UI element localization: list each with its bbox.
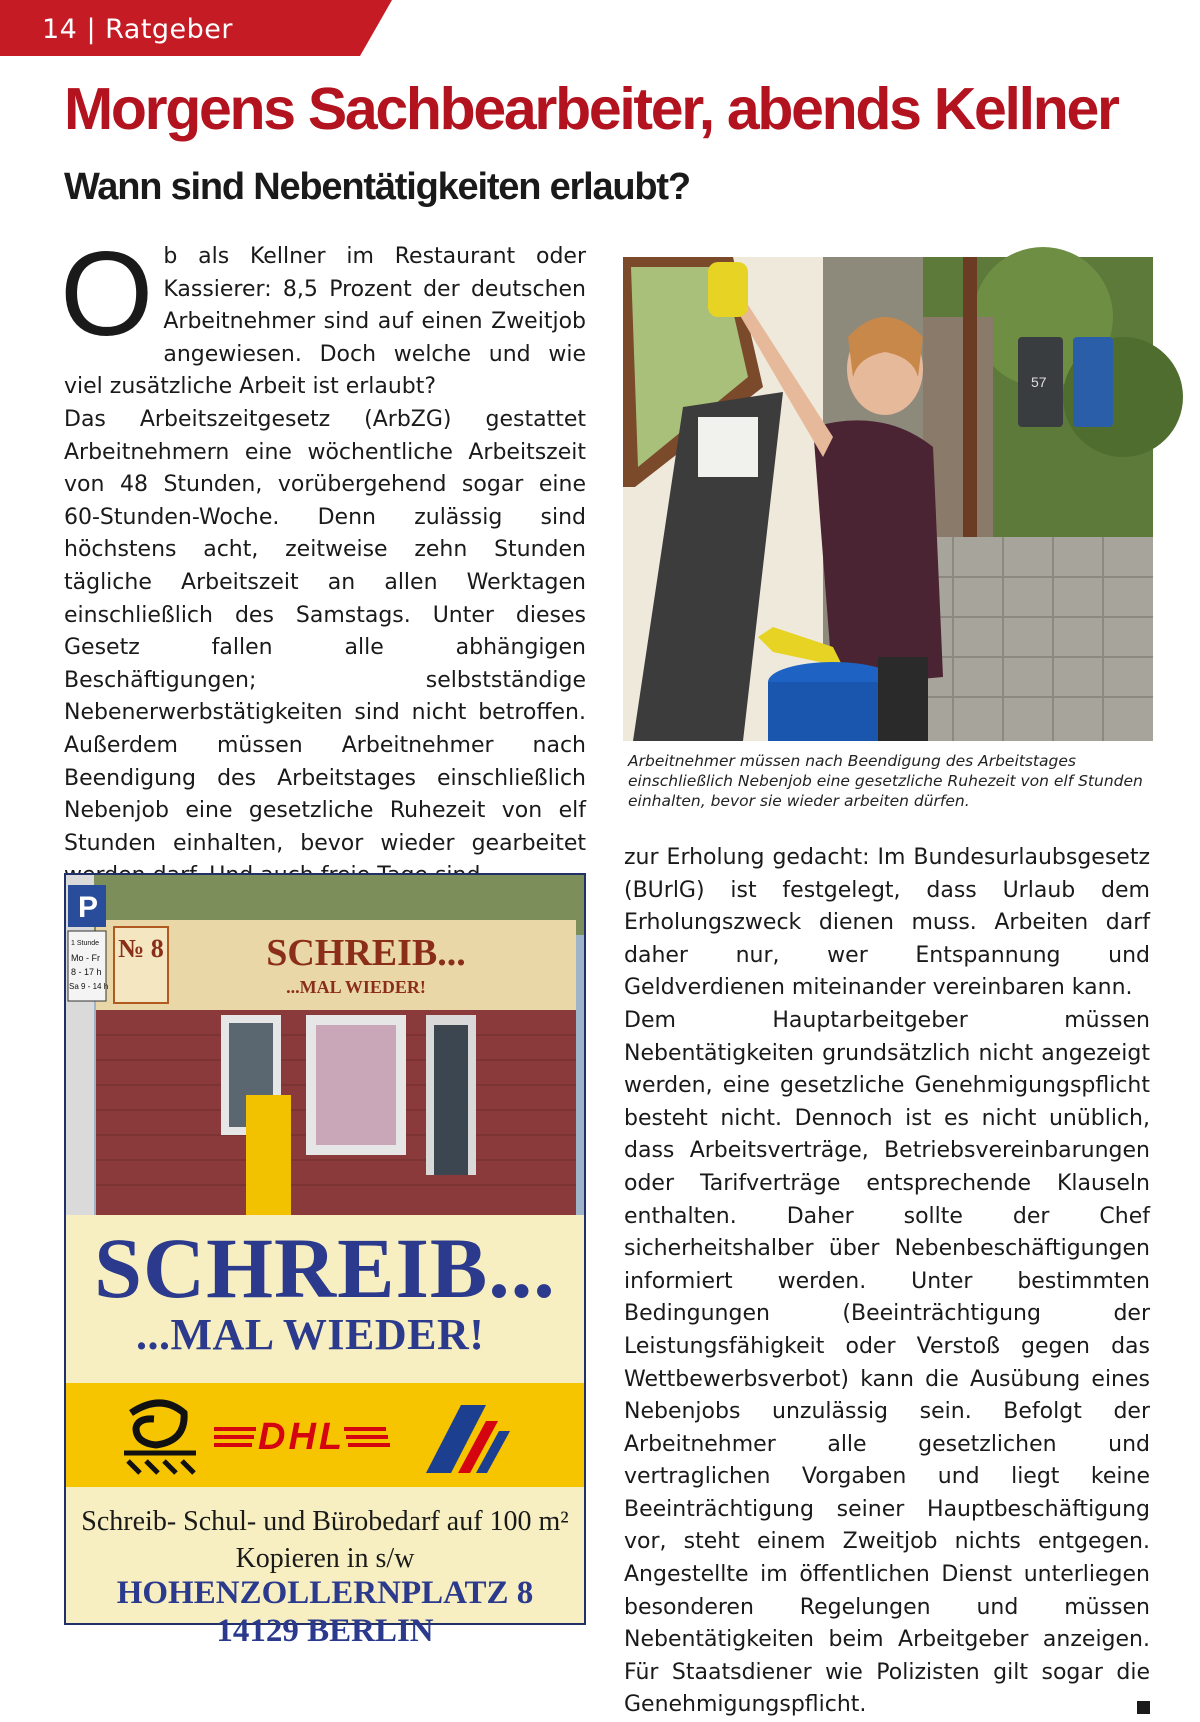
- headline: Morgens Sachbearbeiter, abends Kellner: [64, 76, 1118, 142]
- svg-text:57: 57: [1031, 374, 1047, 390]
- article-paragraph-continued: zur Erholung gedacht: Im Bundesurlaubsgesetz (BUrlG) ist festgelegt, dass Urlaub dem Erholungszweck dienen muss. Arbeiten darf daher nur, wer Entspannung und Geldverdienen miteinander vereinbaren kann.: [624, 845, 1150, 1001]
- article-paragraph-final: Dem Hauptarbeitgeber müssen Nebentätigkeiten grundsätzlich nicht angezeigt werden, eine gesetzliche Genehmigungspflicht besteht nicht. Dennoch ist es nicht unüblich, dass Arbeitsverträge, Betriebsvereinbarungen oder Tarifverträge entsprechende Klauseln enthalten. Daher sollte der Chef sicherheitshalber über Nebenbeschäftigungen informiert werden. Unter bestimmten Bedingungen (Beeinträchtigung der Leistungsfähigkeit oder Verstoß gegen das Wettbewerbsverbot) kann die Ausübung eines Nebenjobs unzulässig sein. Befolgt der Arbeitnehmer alle gesetzlichen und vertraglichen Vorgaben und liegt keine Beeinträchtigung seiner Hauptbeschäftigung vor, steht einem Zweitjob nichts entgegen. Angestellte im öffentlichen Dienst unterliegen besonderen Regelungen und müssen Nebentätigkeiten beim Arbeitgeber anzeigen. Für Staatsdiener wie Polizisten gilt sogar die Genehmigungspflicht.: [624, 1007, 1150, 1718]
- sign-number: № 8: [118, 934, 164, 963]
- parking-hours-0: 1 Stunde: [71, 940, 100, 947]
- posthorn-logo: [124, 1403, 196, 1473]
- parking-hours-3: Sa 9 - 14 h: [69, 982, 109, 991]
- article-intro: b als Kellner im Restaurant oder Kassierer: 8,5 Prozent der deutschen Arbeitnehmer sind auf einen Zweitjob angewiesen. Doch welche und wie viel zusätzliche Arbeit ist erlaubt?: [64, 244, 586, 400]
- parking-hours-2: 8 - 17 h: [71, 967, 102, 977]
- dropcap: O: [60, 227, 154, 361]
- end-of-article-mark: [1137, 1701, 1150, 1714]
- ad-service-line: Schreib- Schul- und Bürobedarf auf 100 m²: [81, 1506, 569, 1537]
- ad-subtitle: ...MAL WIEDER!: [136, 1310, 485, 1359]
- subheadline: Wann sind Nebentätigkeiten erlaubt?: [64, 166, 690, 208]
- sign-title: SCHREIB...: [266, 932, 466, 974]
- ad-address: [66, 1575, 584, 1651]
- section-label: 14 | Ratgeber: [42, 14, 234, 45]
- svg-text:P: P: [78, 891, 99, 924]
- article-paragraph: Das Arbeitszeitgesetz (ArbZG) gestattet Arbeitnehmern eine wöchentliche Arbeitszeit von 48 Stunden, vorübergehend sogar eine 60-Stunden-Woche. Denn zulässig sind höchstens acht, zeitweise zehn Stunden tägliche Arbeitszeit an allen Werktagen einschließlich des Samstags. Unter dieses Gesetz fallen alle abhängigen Beschäftigungen; selbstständige Nebenerwerbstätigkeiten sind nicht betroffen. Außerdem müssen Arbeitnehmer nach Beendigung des Arbeitstages einschließlich Nebenjob eine gesetzliche Ruhezeit von elf Stunden einhalten, bevor wieder gearbeitet: [64, 406, 586, 856]
- article-photo: [623, 257, 1153, 741]
- photo-caption: Arbeitnehmer müssen nach Beendigung des Arbeitstages einschließlich Nebenjob eine gesetzliche Ruhezeit von elf Stunden einhalten, bevor sie wieder arbeiten dürfen.: [628, 752, 1143, 810]
- dhl-text: DHL: [258, 1416, 346, 1458]
- section-tab: [0, 0, 420, 56]
- ad-copy-line: Kopieren in s/w: [235, 1543, 415, 1574]
- logo-band: [66, 1383, 584, 1487]
- hermes-logo: [426, 1405, 510, 1473]
- article-column-right: [624, 842, 1150, 1722]
- sign-subtitle: ...MAL WIEDER!: [286, 977, 426, 997]
- dhl-logo: [214, 1416, 390, 1458]
- parking-hours-1: Mo - Fr: [71, 953, 100, 963]
- ad-title: SCHREIB...: [94, 1220, 556, 1316]
- article-column-left: [60, 227, 586, 893]
- shop-photo: [66, 875, 584, 1215]
- ad-address-street: HOHENZOLLERNPLATZ 8: [116, 1575, 534, 1611]
- advertisement: [64, 873, 586, 1649]
- ad-address-city: 14129 BERLIN: [216, 1612, 434, 1649]
